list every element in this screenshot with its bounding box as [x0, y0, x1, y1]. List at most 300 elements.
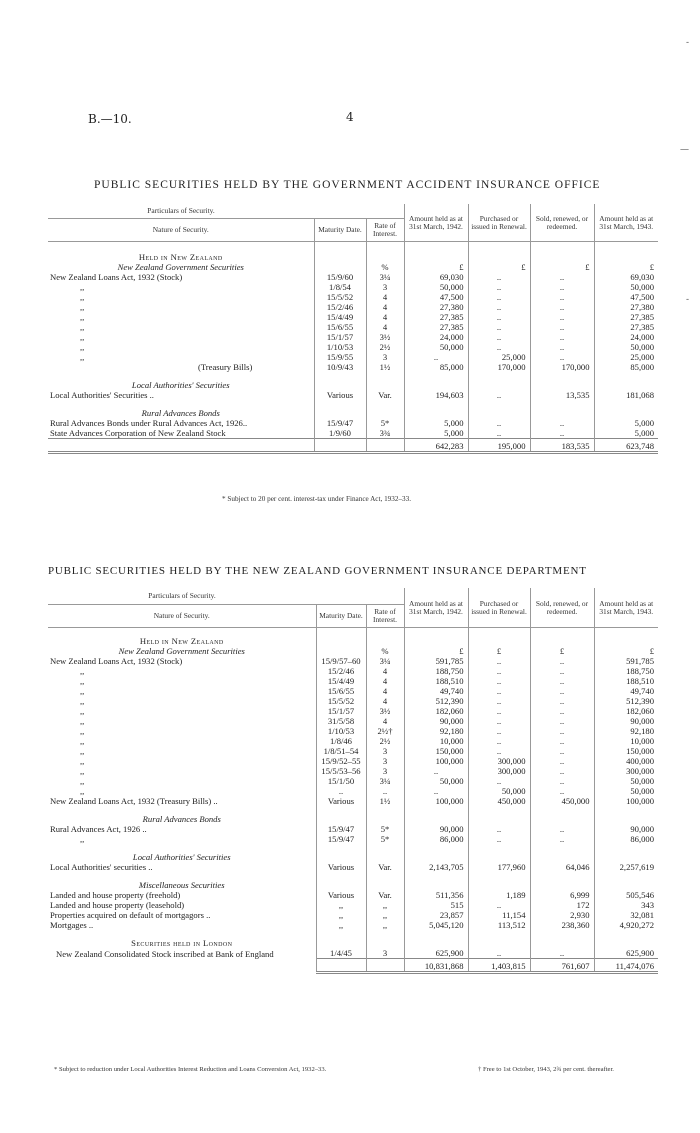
table-row: New Zealand Loans Act, 1932 (Stock) 15/9/60 3¼ 69,030 .. .. 69,030 [48, 272, 658, 282]
table-cell: ,, [80, 736, 85, 746]
table-cell [314, 372, 366, 380]
table-cell: 3 [366, 948, 404, 959]
table-cell: .. [530, 666, 594, 676]
table-cell: .. [468, 418, 530, 428]
table-cell [404, 380, 468, 390]
table-cell: 10,831,868 [404, 959, 468, 973]
table-cell: 15/1/57 [314, 332, 366, 342]
table-cell [468, 852, 530, 862]
table-cell: 177,960 [468, 862, 530, 872]
table-cell: .. [530, 776, 594, 786]
table-cell: 15/9/60 [314, 272, 366, 282]
table-cell [404, 400, 468, 408]
table-cell [366, 806, 404, 814]
table-row [48, 342, 658, 352]
table-cell: 5,000 [404, 428, 468, 439]
table-cell [314, 439, 366, 453]
table-cell [530, 242, 594, 253]
table-cell: £ [530, 262, 594, 272]
table-cell: Various [316, 890, 366, 900]
table-cell: 49,740 [594, 686, 658, 696]
table-cell [594, 806, 658, 814]
table-cell: ,, [316, 900, 366, 910]
table-cell: 50,000 [468, 786, 530, 796]
table-cell [316, 806, 366, 814]
table-cell: % [366, 262, 404, 272]
table-cell [468, 880, 530, 890]
table-cell: 113,512 [468, 920, 530, 930]
table-cell: 238,360 [530, 920, 594, 930]
table-cell: 100,000 [404, 756, 468, 766]
table-cell: 90,000 [594, 824, 658, 834]
table-cell [530, 806, 594, 814]
table-cell: 623,748 [594, 439, 658, 453]
table-cell: 27,380 [594, 302, 658, 312]
table-cell [468, 872, 530, 880]
table-cell: 47,500 [594, 292, 658, 302]
table-row [48, 948, 658, 959]
table-cell: .. [404, 786, 468, 796]
table-cell [48, 872, 316, 880]
table-cell: £ [594, 262, 658, 272]
table-cell: 5* [366, 824, 404, 834]
table-cell: 1½ [366, 796, 404, 806]
table-cell [404, 938, 468, 948]
table-cell: .. [468, 716, 530, 726]
table-cell [404, 252, 468, 262]
table-cell: .. [404, 766, 468, 776]
table-cell: 3¼ [366, 776, 404, 786]
table-cell [48, 439, 314, 453]
table-row [48, 332, 658, 342]
table-cell: 591,785 [404, 656, 468, 666]
table-cell: .. [468, 776, 530, 786]
table-cell [48, 930, 316, 938]
table-cell: ,, [80, 776, 85, 786]
table-cell [530, 400, 594, 408]
table-cell [468, 814, 530, 824]
table-cell: 85,000 [594, 362, 658, 372]
table-cell: Local Authorities' Securities .. [50, 390, 154, 400]
table-cell: .. [530, 824, 594, 834]
table-cell: 15/5/52 [314, 292, 366, 302]
table-cell: 1/10/53 [314, 342, 366, 352]
table-cell: 15/4/49 [314, 312, 366, 322]
table-cell: .. [468, 948, 530, 959]
table-cell: .. [468, 656, 530, 666]
table-cell [366, 959, 404, 973]
table-row [48, 814, 658, 824]
table-row [48, 428, 658, 439]
table-cell: .. [468, 322, 530, 332]
table-cell: 15/9/47 [316, 824, 366, 834]
table-cell: .. [468, 900, 530, 910]
table-cell [530, 814, 594, 824]
table-cell: £ [404, 646, 468, 656]
table-row [48, 262, 658, 272]
table-row [48, 716, 658, 726]
table-cell [366, 628, 404, 637]
table-row [48, 920, 658, 930]
sold-header: Sold, renewed, or redeemed. [530, 588, 594, 628]
table-cell: .. [530, 312, 594, 322]
table-cell [316, 959, 366, 973]
table-cell [316, 930, 366, 938]
table-row [48, 938, 658, 948]
table-cell: £ [530, 646, 594, 656]
table-cell: .. [530, 272, 594, 282]
table-cell: 100,000 [594, 796, 658, 806]
table-cell [594, 852, 658, 862]
table-row [48, 390, 658, 400]
table-row [48, 676, 658, 686]
table-row [48, 930, 658, 938]
table-cell [530, 636, 594, 646]
table-cell: 400,000 [594, 756, 658, 766]
particulars-header: Particulars of Security. [48, 588, 316, 605]
table-cell: ,, [80, 322, 85, 332]
table-cell [366, 938, 404, 948]
table-cell [366, 844, 404, 852]
table-cell [48, 959, 316, 973]
table-cell: .. [468, 312, 530, 322]
table-row [48, 844, 658, 852]
table-cell [48, 844, 316, 852]
table-cell [468, 930, 530, 938]
table-cell: 13,535 [530, 390, 594, 400]
table-cell [594, 252, 658, 262]
table-cell: 47,500 [404, 292, 468, 302]
table-cell: £ [468, 262, 530, 272]
table-cell: ,, [80, 834, 85, 844]
maturity-header: Maturity Date. [316, 605, 366, 628]
table-cell: 15/9/47 [314, 418, 366, 428]
table-cell [404, 806, 468, 814]
table-row [48, 824, 658, 834]
table-cell: 23,857 [404, 910, 468, 920]
table-cell [468, 252, 530, 262]
table-cell: 15/9/57–60 [316, 656, 366, 666]
table-row [48, 766, 658, 776]
table-cell [530, 408, 594, 418]
table-cell: .. [404, 352, 468, 362]
table-cell: 15/9/55 [314, 352, 366, 362]
subgroup-heading: Local Authorities' Securities [132, 852, 231, 862]
table-cell: 1/10/53 [316, 726, 366, 736]
table-cell: 3¼ [366, 656, 404, 666]
table-cell: 92,180 [594, 726, 658, 736]
table-cell [530, 930, 594, 938]
table-cell: 25,000 [468, 352, 530, 362]
table-cell: 69,030 [594, 272, 658, 282]
table-cell: .. [530, 686, 594, 696]
subgroup-heading: Miscellaneous Securities [138, 880, 225, 890]
table-cell: 90,000 [594, 716, 658, 726]
table-row [48, 852, 658, 862]
table-cell [594, 872, 658, 880]
table-row [48, 706, 658, 716]
table-cell: 642,283 [404, 439, 468, 453]
table-cell [314, 242, 366, 253]
subgroup-heading: New Zealand Government Securities [117, 262, 244, 272]
table-cell: 5,000 [404, 418, 468, 428]
table-cell: ,, [80, 302, 85, 312]
subgroup-heading: Securities held in London [131, 938, 233, 948]
table-cell [530, 938, 594, 948]
table-cell: 4 [366, 716, 404, 726]
table-cell: 3 [366, 282, 404, 292]
table-cell: 4 [366, 302, 404, 312]
table-cell: 24,000 [594, 332, 658, 342]
table-cell [594, 636, 658, 646]
table-cell: 2½ [366, 342, 404, 352]
table-cell: 50,000 [594, 282, 658, 292]
table-cell: 300,000 [468, 766, 530, 776]
table-row [48, 834, 658, 844]
table-row [48, 628, 658, 637]
table-row [48, 910, 658, 920]
table-cell: 188,750 [404, 666, 468, 676]
table-cell: ,, [80, 312, 85, 322]
table-cell [468, 380, 530, 390]
table-cell: 2½† [366, 726, 404, 736]
table-row [48, 776, 658, 786]
table-cell: £ [404, 262, 468, 272]
total-row [48, 439, 658, 453]
table-row [48, 806, 658, 814]
table-cell: 3½ [366, 332, 404, 342]
table-cell [594, 242, 658, 253]
table-cell: 3 [366, 352, 404, 362]
table-cell [468, 400, 530, 408]
table-row [48, 796, 658, 806]
table-cell: .. [530, 656, 594, 666]
table-cell [530, 628, 594, 637]
table-cell [48, 242, 314, 253]
table-row [48, 312, 658, 322]
table-cell: 505,546 [594, 890, 658, 900]
table-cell [594, 844, 658, 852]
table-cell [316, 646, 366, 656]
table-row [48, 890, 658, 900]
total-row [48, 959, 658, 973]
table-cell: 92,180 [404, 726, 468, 736]
table-cell: 300,000 [468, 756, 530, 766]
table-cell: New Zealand Loans Act, 1932 (Stock) [50, 656, 183, 666]
table-cell: 15/9/52–55 [316, 756, 366, 766]
held-1942-header: Amount held as at 31st March, 1942. [404, 588, 468, 628]
table-cell: 172 [530, 900, 594, 910]
table-cell: Var. [366, 862, 404, 872]
section2-footnote-dagger: † Free to 1st October, 1943, 2¾ per cent. thereafter. [478, 1066, 614, 1073]
table-cell: .. [530, 766, 594, 776]
nature-header: Nature of Security. [48, 219, 314, 242]
purchased-header: Purchased or issued in Renewal. [468, 204, 530, 242]
table-cell: 50,000 [594, 342, 658, 352]
table-row [48, 322, 658, 332]
section1-title: PUBLIC SECURITIES HELD BY THE GOVERNMENT ACCIDENT INSURANCE OFFICE [94, 179, 601, 191]
table-row [48, 400, 658, 408]
table-cell: 15/2/46 [314, 302, 366, 312]
subgroup-heading: Rural Advances Bonds [141, 408, 220, 418]
table-cell: .. [468, 746, 530, 756]
table-cell: 3 [366, 756, 404, 766]
table-cell [404, 872, 468, 880]
table-cell: 150,000 [594, 746, 658, 756]
table-cell [366, 408, 404, 418]
section2-title: PUBLIC SECURITIES HELD BY THE NEW ZEALAND GOVERNMENT INSURANCE DEPARTMENT [48, 565, 587, 577]
table-cell: 2,930 [530, 910, 594, 920]
table-cell: 86,000 [594, 834, 658, 844]
table-cell [468, 372, 530, 380]
table-cell: 4 [366, 666, 404, 676]
section2-footnote: * Subject to reduction under Local Authorities Interest Reduction and Loans Conversion Act, 1932–33. [54, 1066, 327, 1073]
table-cell: 15/5/52 [316, 696, 366, 706]
table-cell [468, 242, 530, 253]
table-cell [530, 880, 594, 890]
table-cell: ,, [366, 900, 404, 910]
table-cell: 2½ [366, 736, 404, 746]
table-cell [366, 242, 404, 253]
table-cell: 1,403,815 [468, 959, 530, 973]
table-cell: 15/5/53–56 [316, 766, 366, 776]
table-cell: 343 [594, 900, 658, 910]
table-cell [316, 880, 366, 890]
table-cell: 4 [366, 292, 404, 302]
table-cell: 515 [404, 900, 468, 910]
table-cell [530, 844, 594, 852]
table-cell [316, 844, 366, 852]
table-cell: .. [468, 390, 530, 400]
table-cell: ,, [80, 332, 85, 342]
table-cell [404, 814, 468, 824]
table-cell: ,, [80, 696, 85, 706]
table-cell: 450,000 [468, 796, 530, 806]
table-cell: 188,750 [594, 666, 658, 676]
maturity-header: Maturity Date. [314, 219, 366, 242]
table-cell: .. [468, 686, 530, 696]
table-cell: 27,385 [404, 312, 468, 322]
table-cell: 49,740 [404, 686, 468, 696]
table-cell: Landed and house property (freehold) [50, 890, 181, 900]
table-cell: .. [468, 676, 530, 686]
table-cell: 85,000 [404, 362, 468, 372]
table-cell: Local Authorities' securities .. [50, 862, 153, 872]
table-cell: 15/4/49 [316, 676, 366, 686]
table-cell: ,, [80, 756, 85, 766]
table-cell: Rural Advances Bonds under Rural Advances Act, 1926.. [50, 418, 248, 428]
table-cell: .. [468, 428, 530, 439]
table-cell: 50,000 [404, 342, 468, 352]
table-cell: ,, [366, 910, 404, 920]
table-cell: 3 [366, 766, 404, 776]
table-cell [314, 380, 366, 390]
table-row [48, 686, 658, 696]
table-cell [468, 806, 530, 814]
table-row [48, 362, 658, 372]
table-cell: 4 [366, 686, 404, 696]
table-cell: .. [530, 746, 594, 756]
table-cell: 5,000 [594, 428, 658, 439]
table-cell [404, 844, 468, 852]
table-cell: 300,000 [594, 766, 658, 776]
table-cell: 11,474,076 [594, 959, 658, 973]
table-cell: ,, [80, 292, 85, 302]
table-cell: New Zealand Loans Act, 1932 (Treasury Bills) .. [50, 796, 218, 806]
table-row [48, 636, 658, 646]
table-cell: 512,390 [404, 696, 468, 706]
table-cell: 27,380 [404, 302, 468, 312]
table-cell: .. [468, 736, 530, 746]
table-cell [366, 252, 404, 262]
table-cell [594, 408, 658, 418]
table-cell [594, 938, 658, 948]
purchased-header: Purchased or issued in Renewal. [468, 588, 530, 628]
table-cell: 3 [366, 746, 404, 756]
table-cell: ,, [80, 726, 85, 736]
table-row [48, 418, 658, 428]
table-cell: .. [530, 696, 594, 706]
table-cell [316, 628, 366, 637]
table-cell: .. [366, 786, 404, 796]
table-cell [366, 880, 404, 890]
table-cell [366, 636, 404, 646]
table-cell: .. [468, 666, 530, 676]
table-cell: 5* [366, 418, 404, 428]
table-cell [48, 628, 316, 637]
table-cell: 761,607 [530, 959, 594, 973]
subgroup-heading: Rural Advances Bonds [142, 814, 221, 824]
table-cell: £ [594, 646, 658, 656]
table-cell: £ [468, 646, 530, 656]
table-cell: .. [316, 786, 366, 796]
table-cell: ,, [80, 786, 85, 796]
table-cell: ,, [80, 352, 85, 362]
held-1942-header: Amount held as at 31st March, 1942. [404, 204, 468, 242]
table-cell: 183,535 [530, 439, 594, 453]
table-cell: .. [530, 322, 594, 332]
table-cell [530, 872, 594, 880]
table-cell: .. [468, 706, 530, 716]
table-cell: 15/2/46 [316, 666, 366, 676]
margin-mark: - [686, 295, 690, 305]
table-cell: .. [530, 332, 594, 342]
table-cell: .. [468, 834, 530, 844]
table-cell: Various [316, 796, 366, 806]
table-cell: ,, [80, 666, 85, 676]
table-cell: 27,385 [594, 322, 658, 332]
table-cell [314, 252, 366, 262]
table-cell [316, 872, 366, 880]
table-cell: ,, [80, 282, 85, 292]
table-row [48, 380, 658, 390]
table-cell [594, 628, 658, 637]
table-cell: 1/8/46 [316, 736, 366, 746]
table-cell [404, 930, 468, 938]
table-cell: .. [530, 282, 594, 292]
table-cell: 4 [366, 322, 404, 332]
table-cell: 50,000 [404, 282, 468, 292]
table-cell: 15/1/57 [316, 706, 366, 716]
table-cell: 170,000 [468, 362, 530, 372]
table-cell [404, 372, 468, 380]
table-cell: 181,068 [594, 390, 658, 400]
table-cell: ,, [316, 920, 366, 930]
table-cell [366, 872, 404, 880]
table-cell: 50,000 [594, 776, 658, 786]
table-cell [48, 400, 314, 408]
table-cell: .. [530, 706, 594, 716]
